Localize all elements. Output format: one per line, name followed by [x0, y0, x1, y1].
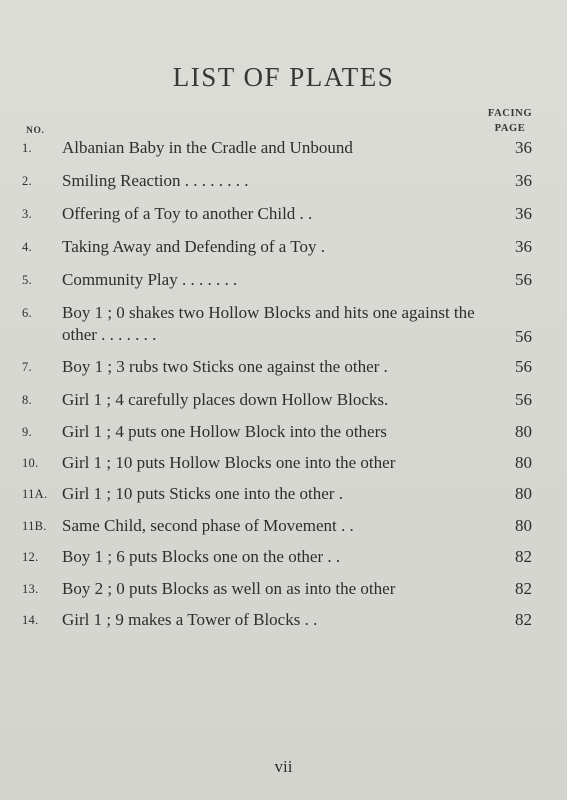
plate-number: 10. [22, 456, 39, 470]
plate-title: Girl 1 ; 4 carefully places down Hollow Blocks. [62, 390, 389, 409]
plate-page: 80 [515, 422, 532, 441]
plate-number: 14. [22, 613, 39, 627]
plate-page: 82 [515, 579, 532, 598]
plate-title: Smiling Reaction . . . . . . . . [62, 171, 249, 190]
plate-number: 1. [22, 141, 32, 155]
plate-title: Boy 1 ; 6 puts Blocks one on the other . . [62, 547, 341, 566]
plate-title: Girl 1 ; 4 puts one Hollow Block into the others [62, 422, 387, 441]
facing-page-header [475, 106, 545, 136]
plate-page: 82 [515, 610, 532, 629]
plate-title: Boy 1 ; 3 rubs two Sticks one against the other . [62, 357, 388, 376]
facing-header-line2: PAGE [494, 123, 526, 134]
plate-number: 3. [22, 207, 32, 221]
number-column-header: NO. [26, 126, 45, 136]
plate-page: 56 [515, 327, 532, 346]
plate-page: 36 [515, 204, 532, 223]
plate-page: 36 [515, 237, 532, 256]
plate-number: 12. [22, 550, 39, 564]
plate-page: 56 [515, 357, 532, 376]
plate-title: Albanian Baby in the Cradle and Unbound [62, 138, 353, 157]
page-title: LIST OF PLATES [172, 62, 395, 92]
plate-title: Boy 1 ; 0 shakes two Hollow Blocks and hits one against the other . . . . . . . [62, 303, 475, 344]
plate-number: 6. [22, 306, 32, 320]
plate-number: 8. [22, 393, 32, 407]
plate-page: 36 [515, 138, 532, 157]
folio-page-number: vii [274, 757, 293, 776]
plate-page: 80 [515, 484, 532, 503]
plate-page: 82 [515, 547, 532, 566]
plate-title: Same Child, second phase of Movement . . [62, 516, 354, 535]
plate-title: Community Play . . . . . . . [62, 270, 238, 289]
plate-number: 5. [22, 273, 32, 287]
plate-number: 13. [22, 582, 39, 596]
plate-title: Boy 2 ; 0 puts Blocks as well on as into the other [62, 579, 396, 598]
plate-page: 36 [515, 171, 532, 190]
plate-title: Offering of a Toy to another Child . . [62, 204, 313, 223]
plate-number: 2. [22, 174, 32, 188]
plate-number: 7. [22, 360, 32, 374]
plate-number: 11B. [22, 519, 47, 533]
plate-title: Girl 1 ; 10 puts Hollow Blocks one into the other [62, 453, 396, 472]
plate-title: Girl 1 ; 10 puts Sticks one into the other . [62, 484, 343, 503]
plate-title: Taking Away and Defending of a Toy . [62, 237, 325, 256]
plate-number: 9. [22, 425, 32, 439]
plate-page: 80 [515, 453, 532, 472]
facing-header-line1: FACING [487, 108, 533, 119]
plate-number: 4. [22, 240, 32, 254]
plate-page: 56 [515, 390, 532, 409]
plate-page: 80 [515, 516, 532, 535]
plate-number: 11A. [22, 487, 48, 501]
plate-page: 56 [515, 270, 532, 289]
plate-title: Girl 1 ; 9 makes a Tower of Blocks . . [62, 610, 318, 629]
